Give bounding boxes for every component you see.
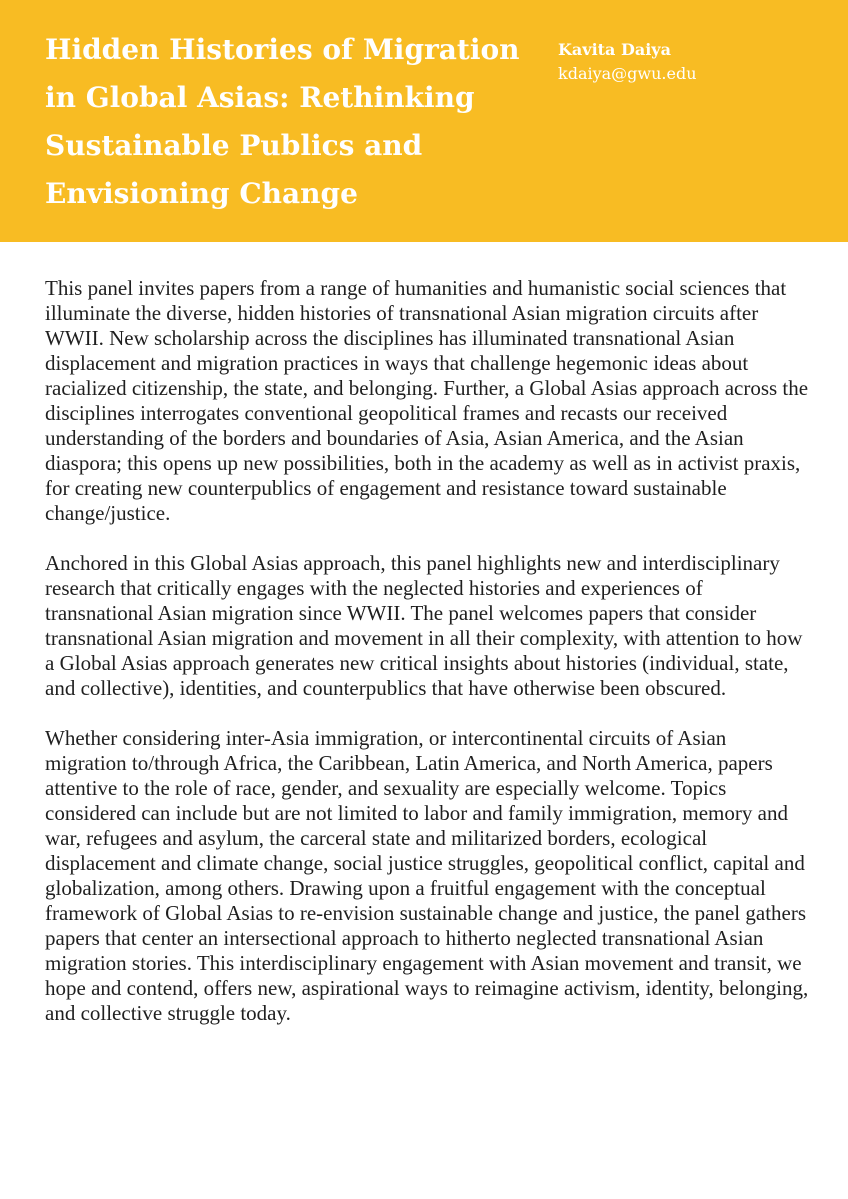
header-banner	[0, 0, 848, 242]
paragraph-3: Whether considering inter-Asia immigration, or intercontinental circuits of Asian migration to/through Africa, the Caribbean, Latin America, and North America, papers attentive to the role of race, gender, and sexuality are especially welcome. Topics considered can include but are not limited to labor and family immigration, memory and war, refugees and asylum, the carceral state and militarized borders, ecological displacement and climate change, social justice struggles, geopolitical conflict, capital and globalization, among others. Drawing upon a fruitful engagement with the conceptual framework of Global Asias to re-envision sustainable change and justice, the panel gathers papers that center an intersectional approach to hitherto neglected transnational Asian migration stories. This interdisciplinary engagement with Asian movement and transit, we hope and contend, offers new, aspirational ways to reimagine activism, identity, belonging, and collective struggle today.	[45, 726, 809, 1025]
body-content	[45, 276, 810, 1051]
paragraph-2: Anchored in this Global Asias approach, this panel highlights new and interdisciplinary research that critically engages with the neglected histories and experiences of transnational Asian migration since WWII. The panel welcomes papers that consider transnational Asian migration and movement in all their complexity, with attention to how a Global Asias approach generates new critical insights about histories (individual, state, and collective), identities, and counterpublics that have otherwise been obscured.	[45, 551, 803, 700]
author-name: Kavita Daiya	[558, 40, 671, 59]
page-title: Hidden Histories of Migration in Global Asias: Rethinking Sustainable Publics and Envisioning Change	[45, 33, 520, 210]
paragraph-1: This panel invites papers from a range of humanities and humanistic social sciences that illuminate the diverse, hidden histories of transnational Asian migration circuits after WWII. New scholarship across the disciplines has illuminated transnational Asian displacement and migration practices in ways that challenge hegemonic ideas about racialized citizenship, the state, and belonging. Further, a Global Asias approach across the disciplines interrogates conventional geopolitical frames and recasts our received understanding of the borders and boundaries of Asia, Asian America, and the Asian diaspora; this opens up new possibilities, both in the academy as well as in activist praxis, for creating new counterpublics of engagement and resistance toward sustainable change/justice.	[45, 276, 809, 525]
author-block	[558, 38, 828, 86]
author-email: kdaiya@gwu.edu	[558, 64, 697, 83]
